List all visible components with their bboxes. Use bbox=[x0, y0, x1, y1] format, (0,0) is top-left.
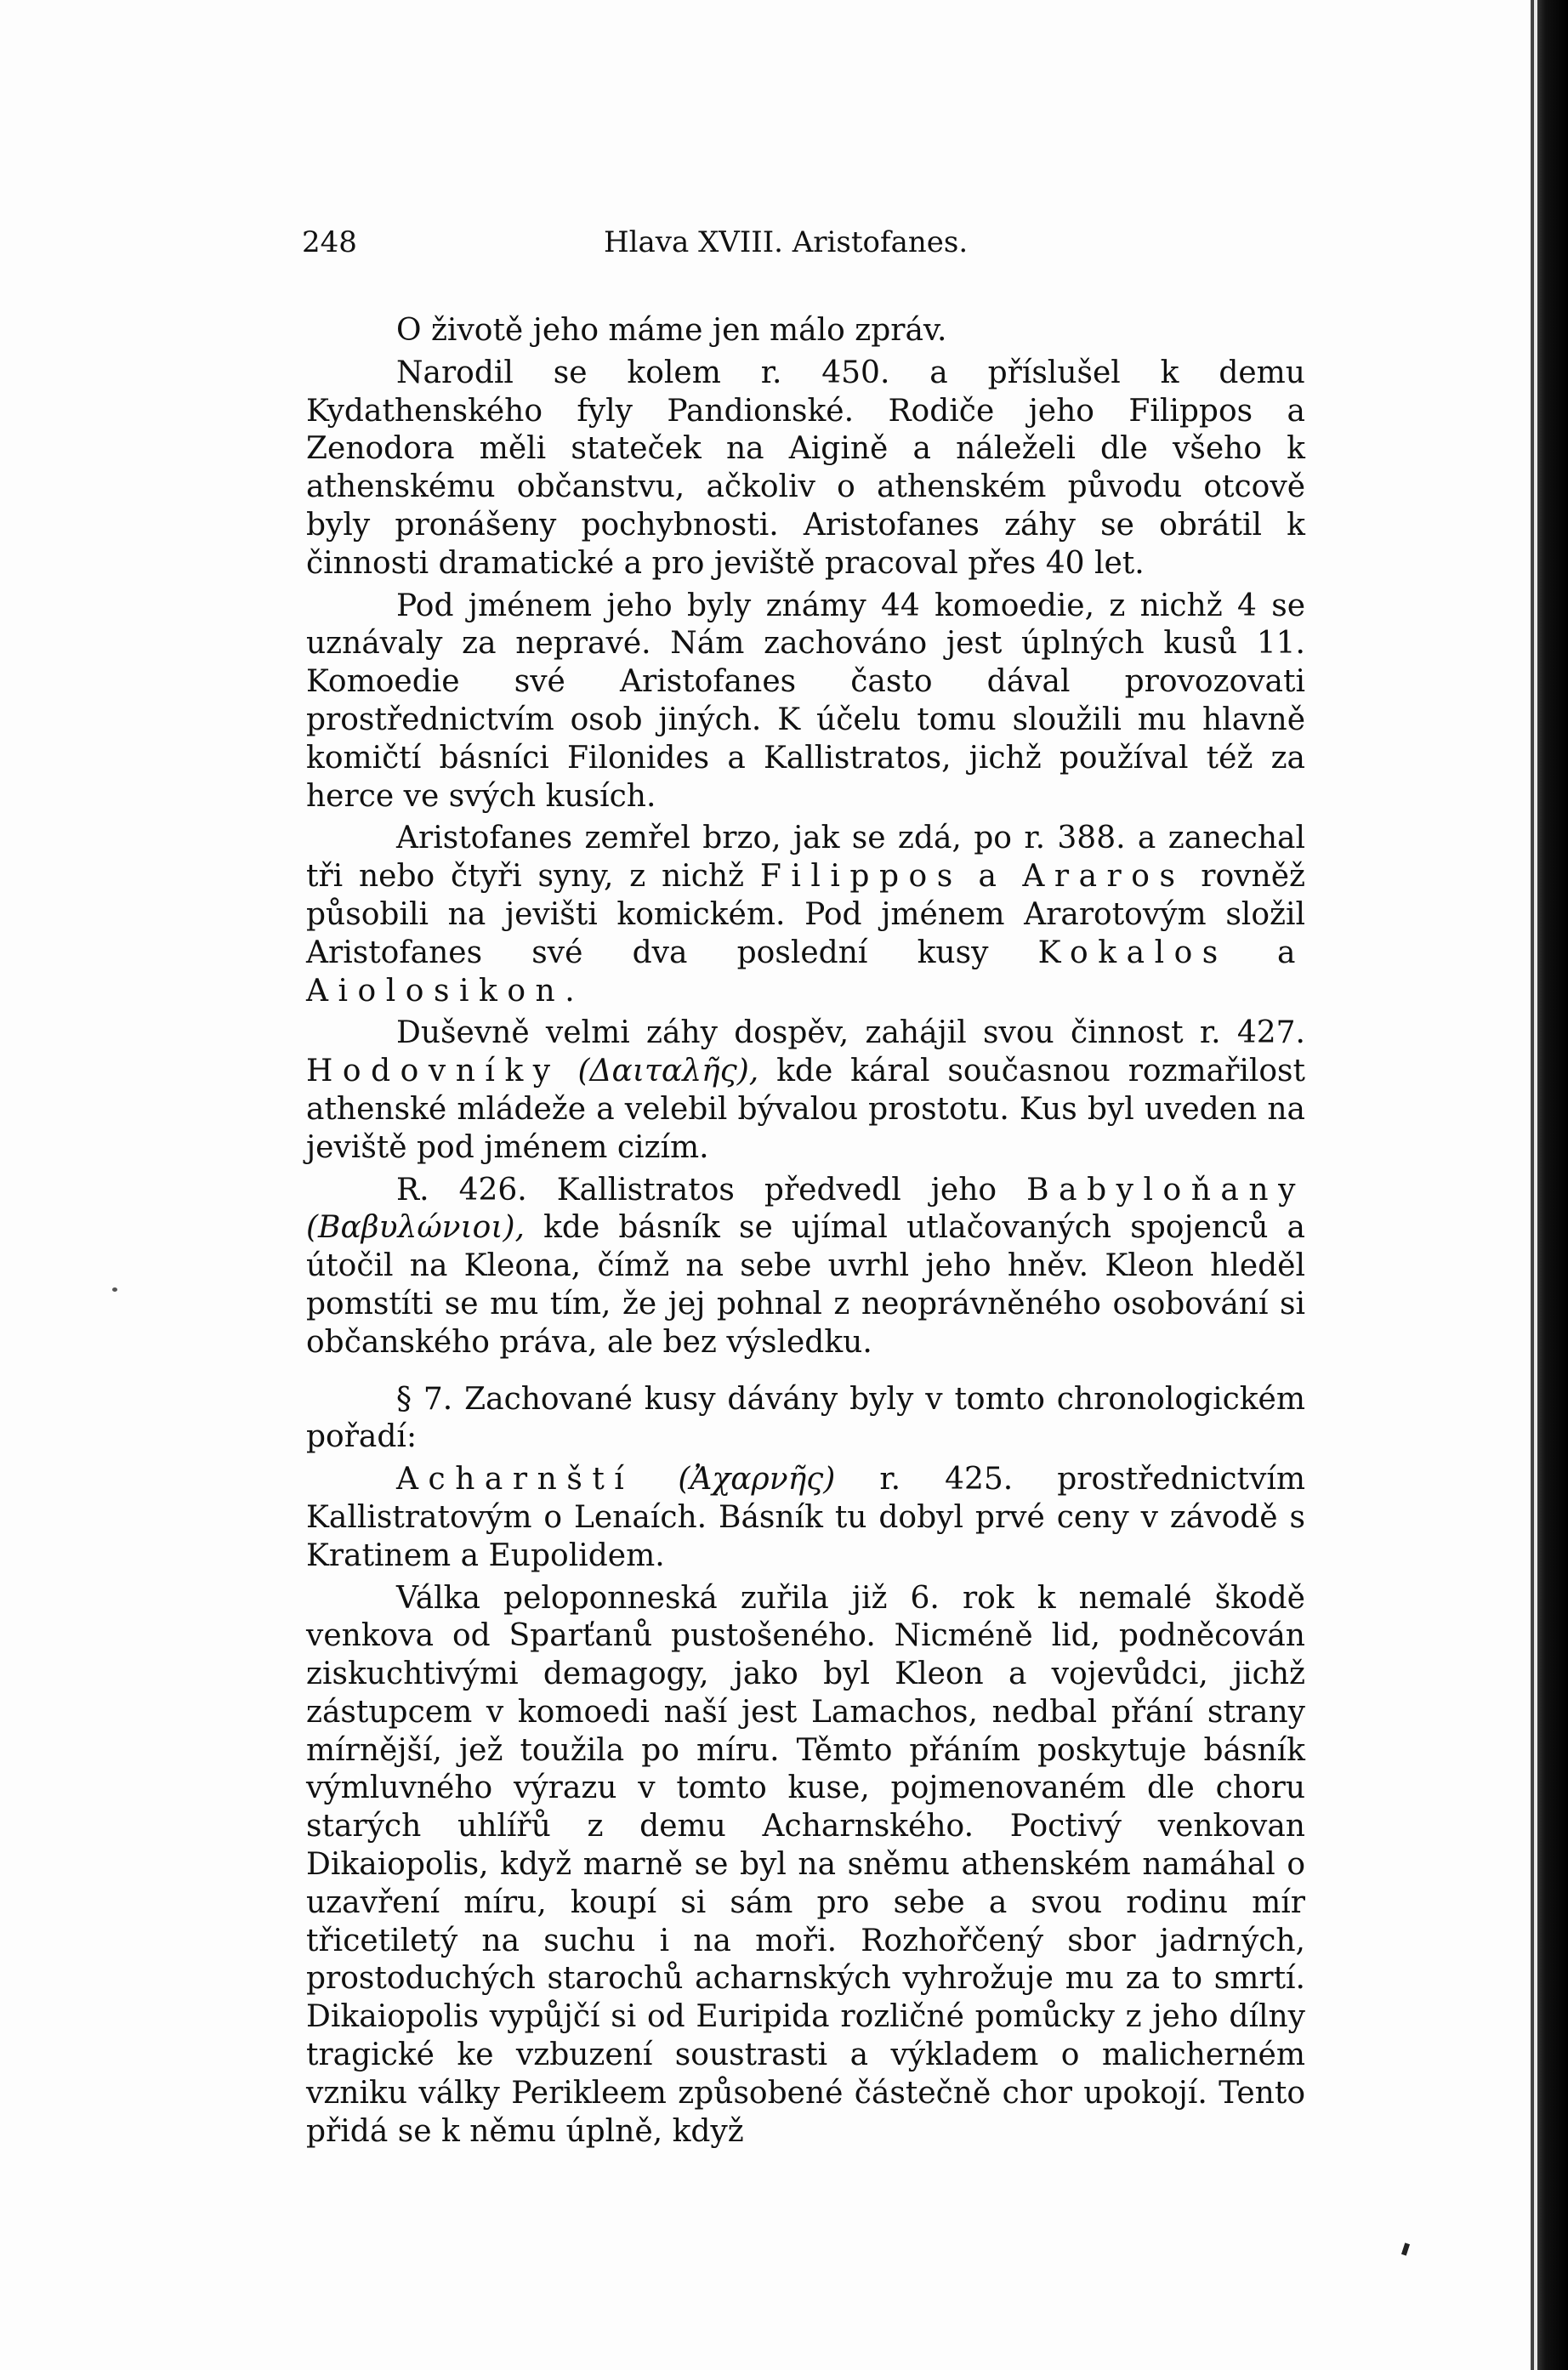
paragraph-4-text-a: Aristofanes zemřel brzo, jak se zdá, po r. 388. a zanechal tři nebo čtyři syny, z nichž bbox=[306, 821, 1305, 895]
paragraph-5-text-b: kde káral současnou rozmařilost athenské mládeže a velebil bývalou prostotu. Kus byl uveden na jeviště pod jménem cizím. bbox=[306, 1054, 1305, 1165]
greek-title-babylonioi: (Βαβυλώνιοι), bbox=[306, 1210, 525, 1246]
spaced-word-a: a bbox=[978, 859, 1007, 895]
paragraph-3: Pod jménem jeho byly známy 44 komoedie, z nichž 4 se uznávaly za nepravé. Nám zachováno jest úplných kusů 11. Komoedie své Aristofanes často dával provozovati prostřednictvím osob jiných. K účelu tomu sloužili mu hlavně komičtí básníci Filonides a Kallistratos, jichž používal též za herce ve svých kusích. bbox=[306, 588, 1305, 814]
paragraph-6-text-b: kde básník se ujímal utlačovaných spojenců a útočil na Kleona, čímž na sebe uvrhl jeho hněv. Kleon hleděl pomstíti se mu tím, že jej pohnal z neoprávněného osobování si občanského práva, ale bez výsledku. bbox=[306, 1210, 1305, 1360]
spaced-play-acharnsti: Acharnští bbox=[396, 1462, 634, 1498]
page-edge-line bbox=[1534, 0, 1537, 2370]
paragraph-6-text-a: R. 426. Kallistratos předvedl jeho bbox=[396, 1172, 997, 1208]
section-7-heading: § 7. Zachované kusy dávány byly v tomto chronologickém pořadí: bbox=[306, 1381, 1305, 1455]
body-text bbox=[306, 312, 1305, 2151]
spaced-name-filippos: Filippos bbox=[759, 859, 963, 895]
spaced-word-a-2: a bbox=[1277, 935, 1305, 970]
spaced-play-hodovniky: Hodovníky bbox=[306, 1054, 560, 1089]
greek-title-daitales: (Δαιταλῆς), bbox=[577, 1054, 759, 1089]
paragraph-5-text-a: Duševně velmi záhy dospěv, zahájil svou činnost r. 427. bbox=[396, 1015, 1305, 1051]
spaced-name-araros: Araros bbox=[1022, 859, 1185, 895]
spaced-play-aiolosikon: Aiolosikon. bbox=[306, 973, 585, 1009]
paragraph-1: O životě jeho máme jen málo zpráv. bbox=[396, 313, 947, 348]
printer-mark bbox=[1401, 2242, 1410, 2255]
paragraph-4 bbox=[306, 820, 1305, 1010]
spaced-play-babylonany: Babyloňany bbox=[1026, 1172, 1305, 1208]
spaced-play-kokalos: Kokalos bbox=[1037, 935, 1228, 970]
running-title: Hlava XVIII. Aristofanes. bbox=[604, 225, 969, 259]
page-number: 248 bbox=[302, 225, 357, 259]
paragraph-4-text-b: rovněž působili na jevišti komickém. Pod jménem Ararotovým složil Aristofanes své dva poslední kusy bbox=[306, 859, 1305, 970]
paragraph-2: Narodil se kolem r. 450. a příslušel k demu Kydathenského fyly Pandionské. Rodiče jeho Filippos a Zenodora měli stateček na Aigině a náleželi dle všeho k athenskému občanstvu, ačkoliv o athenském původu otcově byly pronášeny pochybnosti. Aristofanes záhy se obrátil k činnosti dramatické a pro jeviště pracoval přes 40 let. bbox=[306, 355, 1305, 581]
paragraph-8-text: r. 425. prostřednictvím Kallistratovým o Lenaích. Básník tu dobyl prvé ceny v závodě s Kratinem a Eupolidem. bbox=[306, 1462, 1305, 1573]
paper-speck bbox=[112, 1287, 117, 1292]
paragraph-6 bbox=[306, 1172, 1305, 1362]
paragraph-9: Válka peloponneská zuřila již 6. rok k nemalé škodě venkova od Sparťanů pustošeného. Nicméně lid, podněcován ziskuchtivými demagogy, jako byl Kleon a vojevůdci, jichž zástupcem v komoedi naší jest Lamachos, nedbal přání strany mírnější, jež toužila po míru. Těmto přáním poskytuje básník výmluvného výrazu v tomto kuse, pojmenovaném dle choru starých uhlířů z demu Acharnského. Poctivý venkovan Dikaiopolis, když marně se byl na sněmu athenském namáhal o uzavření míru, koupí si sám pro sebe a svou rodinu mír třicetiletý na suchu i na moři. Rozhořčený sbor jadrných, prostoduchých starochů acharnských vyhrožuje mu za to smrtí. Dikaiopolis vypůjčí si od Euripida rozličné pomůcky z jeho dílny tragické ke vzbuzení soustrasti a výkladem o malicherném vzniku války Perikleem způsobené částečně chor upokojí. Tento přidá se k němu úplně, když bbox=[306, 1580, 1305, 2149]
greek-title-acharnes: (Ἀχαρνῆς) bbox=[678, 1462, 836, 1498]
paragraph-8 bbox=[306, 1461, 1305, 1575]
paragraph-5 bbox=[306, 1014, 1305, 1167]
